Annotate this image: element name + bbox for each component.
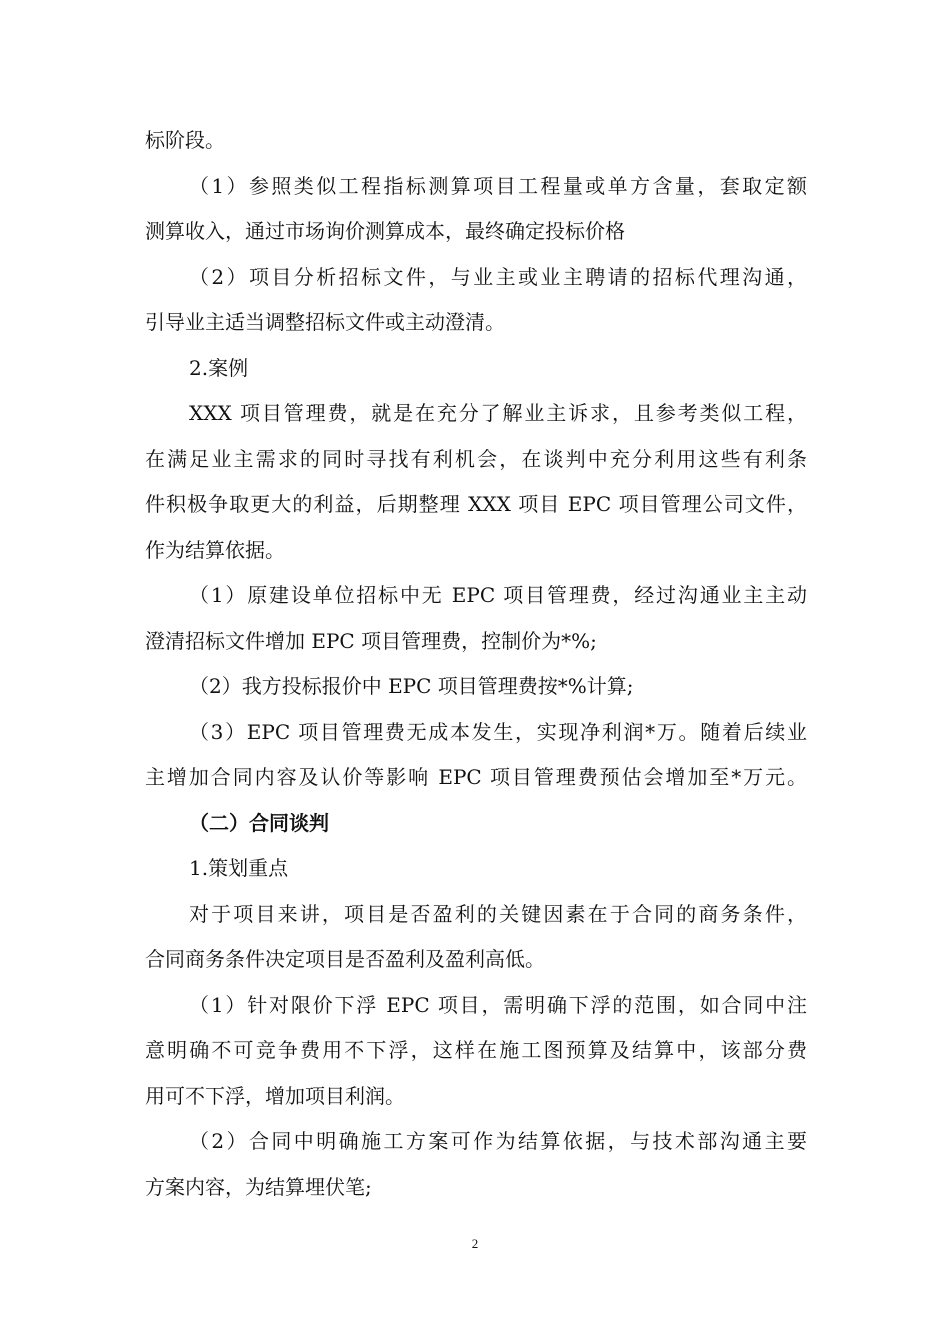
text-line: 合同商务条件决定项目是否盈利及盈利高低。 [145, 947, 545, 971]
section-heading: （二）合同谈判 [189, 810, 329, 835]
text-line: 作为结算依据。 [145, 537, 285, 562]
text-line: （2）项目分析招标文件，与业主或业主聘请的招标代理沟通， [189, 264, 807, 289]
subsection-heading: 1.策划重点 [189, 856, 289, 880]
text-line: 标阶段。 [145, 128, 225, 152]
text-line: 主增加合同内容及认价等影响 EPC 项目管理费预估会增加至*万元。 [145, 765, 807, 789]
text-line: 用可不下浮，增加项目利润。 [145, 1083, 405, 1108]
text-line: （1）原建设单位招标中无 EPC 项目管理费，经过沟通业主主动 [189, 583, 807, 607]
text-line: （3）EPC 项目管理费无成本发生，实现净利润*万。随着后续业 [189, 719, 807, 744]
text-line: （2）我方投标报价中 EPC 项目管理费按*%计算; [189, 674, 634, 698]
section-heading: 2.案例 [189, 355, 249, 380]
document-body [145, 118, 807, 1210]
text-line: 方案内容，为结算埋伏笔; [145, 1174, 372, 1199]
text-line: 件积极争取更大的利益，后期整理 XXX 项目 EPC 项目管理公司文件， [145, 492, 807, 516]
text-line: XXX 项目管理费，就是在充分了解业主诉求，且参考类似工程， [189, 401, 807, 425]
text-line: 测算收入，通过市场询价测算成本，最终确定投标价格 [145, 219, 625, 243]
text-line: 对于项目来讲，项目是否盈利的关键因素在于合同的商务条件， [189, 901, 807, 926]
text-line: 意明确不可竞争费用不下浮，这样在施工图预算及结算中，该部分费 [145, 1038, 807, 1062]
text-line: 澄清招标文件增加 EPC 项目管理费，控制价为*%; [145, 628, 597, 653]
text-line: 在满足业主需求的同时寻找有利机会，在谈判中充分利用这些有利条 [145, 446, 807, 471]
text-line: （1）针对限价下浮 EPC 项目，需明确下浮的范围，如合同中注 [189, 992, 807, 1017]
text-line: 引导业主适当调整招标文件或主动澄清。 [145, 310, 505, 334]
text-line: （1）参照类似工程指标测算项目工程量或单方含量，套取定额 [189, 173, 807, 198]
page-number: 2 [471, 1236, 479, 1251]
text-line: （2）合同中明确施工方案可作为结算依据，与技术部沟通主要 [189, 1129, 807, 1153]
